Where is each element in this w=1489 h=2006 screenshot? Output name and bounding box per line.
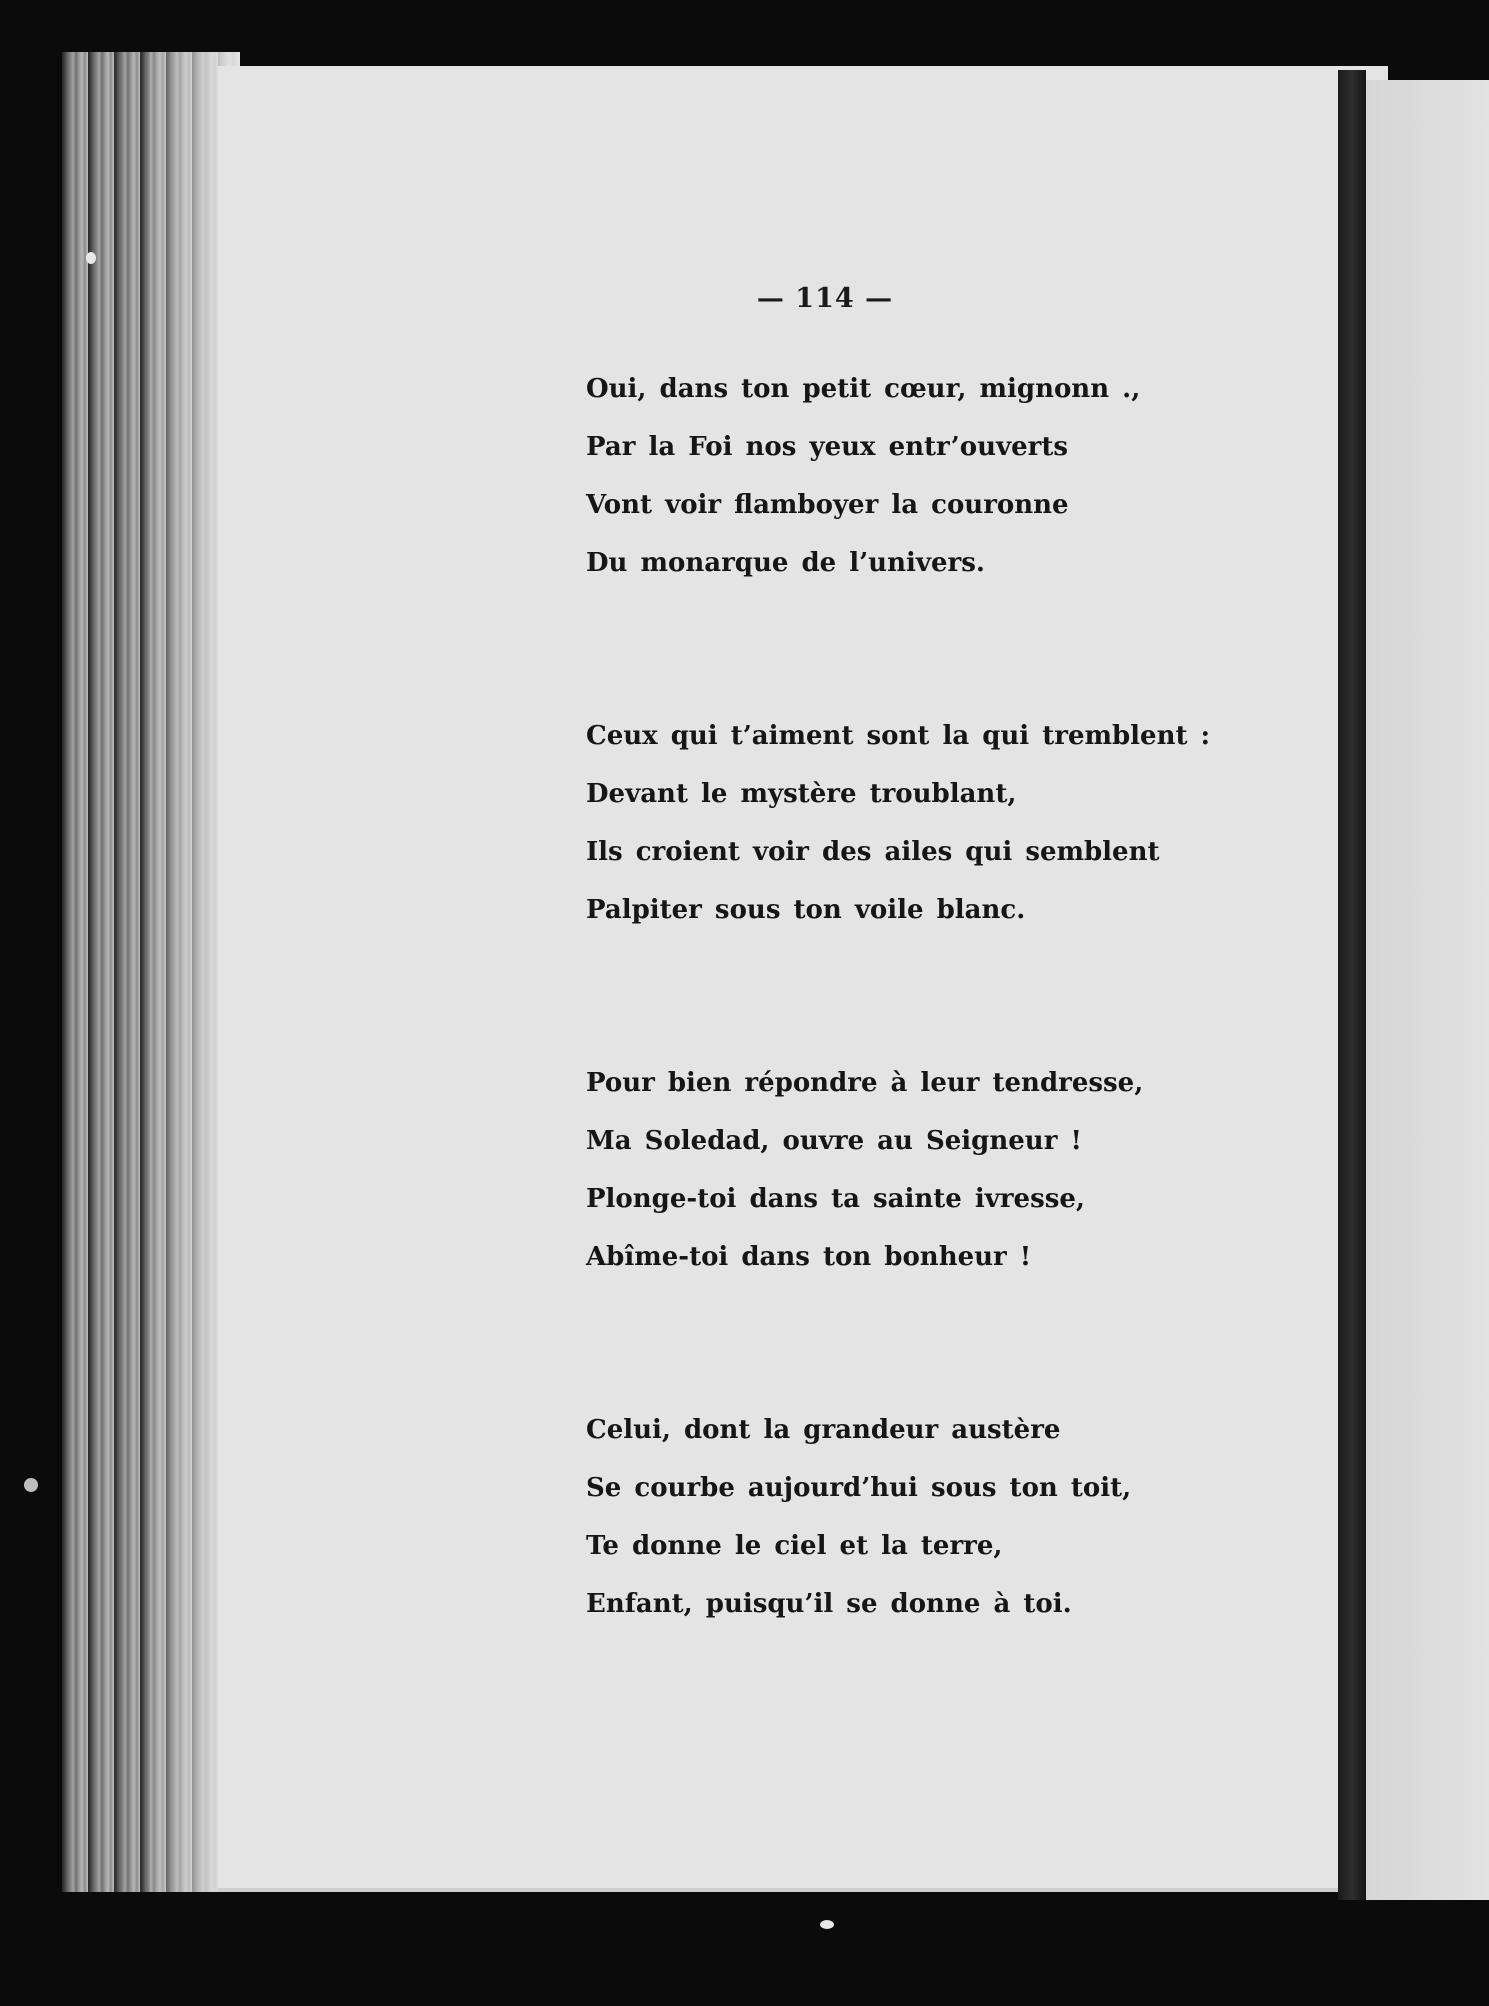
poem-line: Enfant, puisqu’il se donne à toi. — [586, 1589, 1072, 1619]
poem-line: Ils croient voir des ailes qui semblent — [586, 837, 1160, 867]
poem-line: Celui, dont la grandeur austère — [586, 1415, 1061, 1445]
right-binding-edge — [1338, 70, 1366, 1900]
dust-speck — [24, 1478, 38, 1492]
poem-line: Du monarque de l’univers. — [586, 548, 985, 578]
poem-line: Palpiter sous ton voile blanc. — [586, 895, 1026, 925]
stanza-3 — [586, 1054, 1186, 1286]
next-page-edge — [1366, 80, 1489, 1900]
poem-line: Par la Foi nos yeux entr’ouverts — [586, 432, 1068, 462]
stanza-2 — [586, 707, 1211, 939]
poem-line: Vont voir flamboyer la couronne — [586, 490, 1069, 520]
poem-line: Abîme-toi dans ton bonheur ! — [586, 1242, 1032, 1272]
poem-line: Ceux qui t’aiment sont la qui tremblent : — [586, 721, 1211, 751]
poem-line: Ma Soledad, ouvre au Seigneur ! — [586, 1126, 1082, 1156]
stanza-4 — [586, 1401, 1186, 1633]
dust-speck — [86, 252, 96, 264]
page-number: — 114 — — [756, 283, 894, 314]
poem-line: Plonge-toi dans ta sainte ivresse, — [586, 1184, 1085, 1214]
poem-line: Devant le mystère troublant, — [586, 779, 1017, 809]
poem-line: Se courbe aujourd’hui sous ton toit, — [586, 1473, 1132, 1503]
poem-line: Oui, dans ton petit cœur, mignonn ., — [586, 374, 1141, 404]
poem-line: Te donne le ciel et la terre, — [586, 1531, 1003, 1561]
poem-line: Pour bien répondre à leur tendresse, — [586, 1068, 1144, 1098]
poem — [586, 360, 1211, 1748]
dust-speck — [820, 1920, 834, 1929]
stanza-1 — [586, 360, 1186, 592]
